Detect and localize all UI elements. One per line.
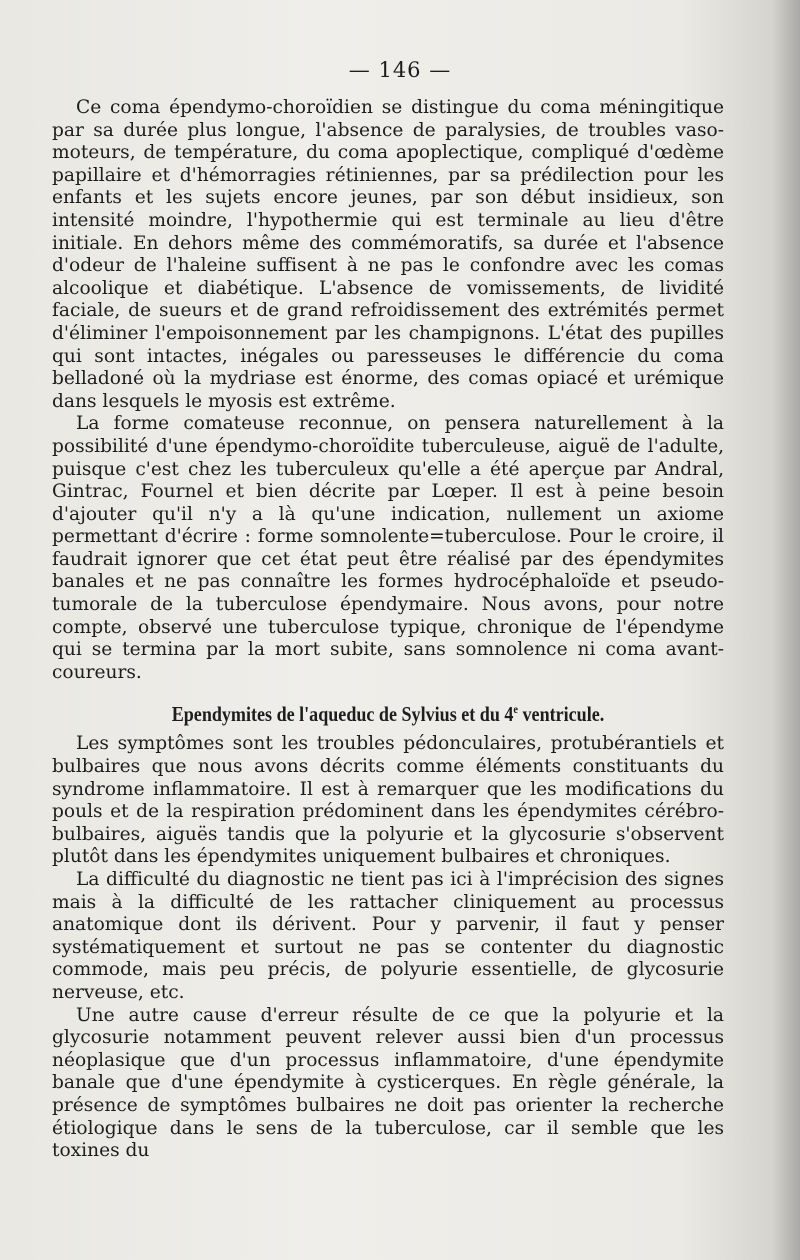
paragraph: Les symptômes sont les troubles pédonculaires, protubérantiels et bulbaires que nous avons décrits comme éléments constituants du syndrome inflammatoire. Il est à remarquer que les modifications du pouls et de la respiration prédominent dans les épendymites cérébro-bulbaires, aiguës tandis que la polyurie et la glycosurie s'observent plutôt dans les épendymites uniquement bulbaires et chroniques. [52,733,724,868]
section-heading [99,696,677,727]
paragraph: Ce coma épendymo-choroïdien se distingue du coma méningitique par sa durée plus longue, l'absence de paralysies, de troubles vaso-moteurs, de température, du coma apoplectique, compliqué d'œdème papillaire et d'hémorragies rétiniennes, par sa prédilection pour les enfants et les sujets encore jeunes, par son début insidieux, son intensité moindre, l'hypothermie qui est terminale au lieu d'être initiale. En dehors même des commémoratifs, sa durée et l'absence d'odeur de l'haleine suffisent à ne pas le confondre avec les comas alcoolique et diabétique. L'absence de vomissements, de lividité faciale, de sueurs et de grand refroidissement des extrémités permet d'éliminer l'empoisonnement par les champignons. L'état des pupilles qui sont intactes, inégales ou paresseuses le différencie du coma belladoné où la mydriase est énorme, des comas opiacé et urémique dans lesquels le myosis est extrême. [52,97,724,412]
section-heading-end: ventricule. [518,702,605,727]
paragraph: La forme comateuse reconnue, on pensera naturellement à la possibilité d'une épendymo-choroïdite tuberculeuse, aiguë de l'adulte, puisque c'est chez les tuberculeux qu'elle a été aperçue par Andral, Gintrac, Fournel et bien décrite par Lœper. Il est à peine besoin d'ajouter qu'il n'y a là qu'une indication, nullement un axiome permettant d'écrire : forme somnolente=tuberculose. Pour le croire, il faudrait ignorer que cet état peut être réalisé par des épendymites banales et ne pas connaître les formes hydrocéphaloïde et pseudo-tumorale de la tuberculose épendymaire. Nous avons, pour notre compte, observé une tuberculose typique, chronique de l'épendyme qui se termina par la mort subite, sans somnolence ni coma avant-coureurs. [52,413,724,683]
paragraph: La difficulté du diagnostic ne tient pas ici à l'imprécision des signes mais à la difficulté de les rattacher cliniquement au processus anatomique dont ils dérivent. Pour y parvenir, il faut y penser systématiquement et surtout ne pas se contenter du diagnostic commode, mais peu précis, de polyurie essentielle, de glycosurie nerveuse, etc. [52,869,724,1003]
page-number: — 146 — [348,58,452,82]
section-heading-main: Ependymites de l'aqueduc de Sylvius et du 4 [171,702,514,727]
section-heading-sup: e [513,702,519,717]
paragraph: Une autre cause d'erreur résulte de ce que la polyurie et la glycosurie notamment peuvent relever aussi bien d'un processus néoplasique que d'un processus inflammatoire, d'une épendymite banale que d'une épendymite à cysticerques. En règle générale, la présence de symptômes bulbaires ne doit pas orienter la recherche étiologique dans le sens de la tuberculose, car il semble que les toxines du [52,1004,724,1162]
body-text [52,97,724,1163]
page-gutter-shadow [772,0,800,1260]
